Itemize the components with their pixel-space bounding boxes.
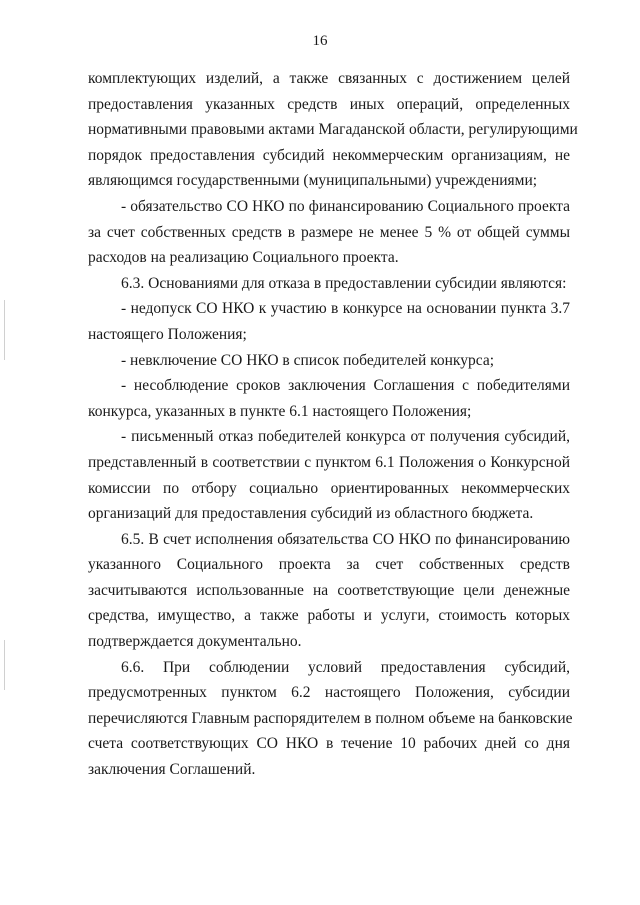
- page-number: 16: [312, 33, 328, 49]
- text-line: предусмотренных пунктом 6.2 настоящего Положения, субсидии: [88, 684, 570, 702]
- paragraph: [88, 527, 570, 655]
- text-line: - недопуск СО НКО к участию в конкурсе на основании пункта 3.7: [121, 300, 570, 318]
- scan-edge-mark: [4, 640, 5, 690]
- text-line: порядок предоставления субсидий некоммерческим организациям, не: [88, 146, 570, 164]
- paragraph: [88, 296, 570, 347]
- paragraph: [88, 271, 570, 297]
- text-line: организаций для предоставления субсидий из областного бюджета.: [88, 505, 534, 523]
- text-line: комплектующих изделий, а также связанных с достижением целей: [88, 70, 570, 87]
- paragraph: [88, 194, 570, 271]
- paragraph: [88, 66, 578, 194]
- text-line: подтверждается документально.: [88, 633, 302, 651]
- text-line: 6.3. Основаниями для отказа в предоставлении субсидии являются:: [121, 274, 567, 292]
- text-line: настоящего Положения;: [88, 325, 247, 343]
- paragraph: [88, 348, 570, 374]
- text-line: средства, имущество, а также работы и услуги, стоимость которых: [88, 607, 570, 625]
- text-line: 6.6. При соблюдении условий предоставления субсидий,: [121, 658, 570, 676]
- text-line: комиссии по отбору социально ориентированных некоммерческих: [88, 479, 570, 497]
- text-line: заключения Соглашений.: [88, 761, 256, 779]
- text-line: счета соответствующих СО НКО в течение 10 рабочих дней со дня: [88, 735, 570, 753]
- text-line: за счет собственных средств в размере не менее 5 % от общей суммы: [88, 223, 570, 241]
- text-line: - несоблюдение сроков заключения Соглашения с победителями: [121, 377, 570, 395]
- text-line: представленный в соответствии с пунктом 6.1 Положения о Конкурсной: [88, 453, 570, 471]
- text-line: предоставления указанных средств иных операций, определенных: [88, 95, 570, 113]
- text-line: 6.5. В счет исполнения обязательства СО НКО по финансированию: [121, 530, 570, 548]
- text-line: указанного Социального проекта за счет собственных средств: [88, 556, 570, 574]
- text-line: являющимся государственными (муниципальными) учреждениями;: [88, 172, 538, 190]
- text-line: засчитываются использованные на соответствующие цели денежные: [88, 581, 570, 599]
- text-line: расходов на реализацию Социального проекта.: [88, 249, 399, 267]
- text-line: - невключение СО НКО в список победителей конкурса;: [121, 351, 494, 369]
- text-line: - обязательство СО НКО по финансированию Социального проекта: [121, 197, 570, 215]
- paragraph: [88, 424, 570, 526]
- paragraph: [88, 373, 570, 424]
- scan-edge-mark: [4, 300, 5, 360]
- text-line: конкурса, указанных в пункте 6.1 настоящего Положения;: [88, 402, 472, 420]
- document-body: [88, 66, 578, 783]
- text-line: нормативными правовыми актами Магаданской области, регулирующими: [88, 121, 578, 139]
- paragraph: [88, 655, 573, 783]
- text-line: - письменный отказ победителей конкурса от получения субсидий,: [121, 428, 570, 446]
- text-line: перечисляются Главным распорядителем в полном объеме на банковские: [88, 709, 573, 727]
